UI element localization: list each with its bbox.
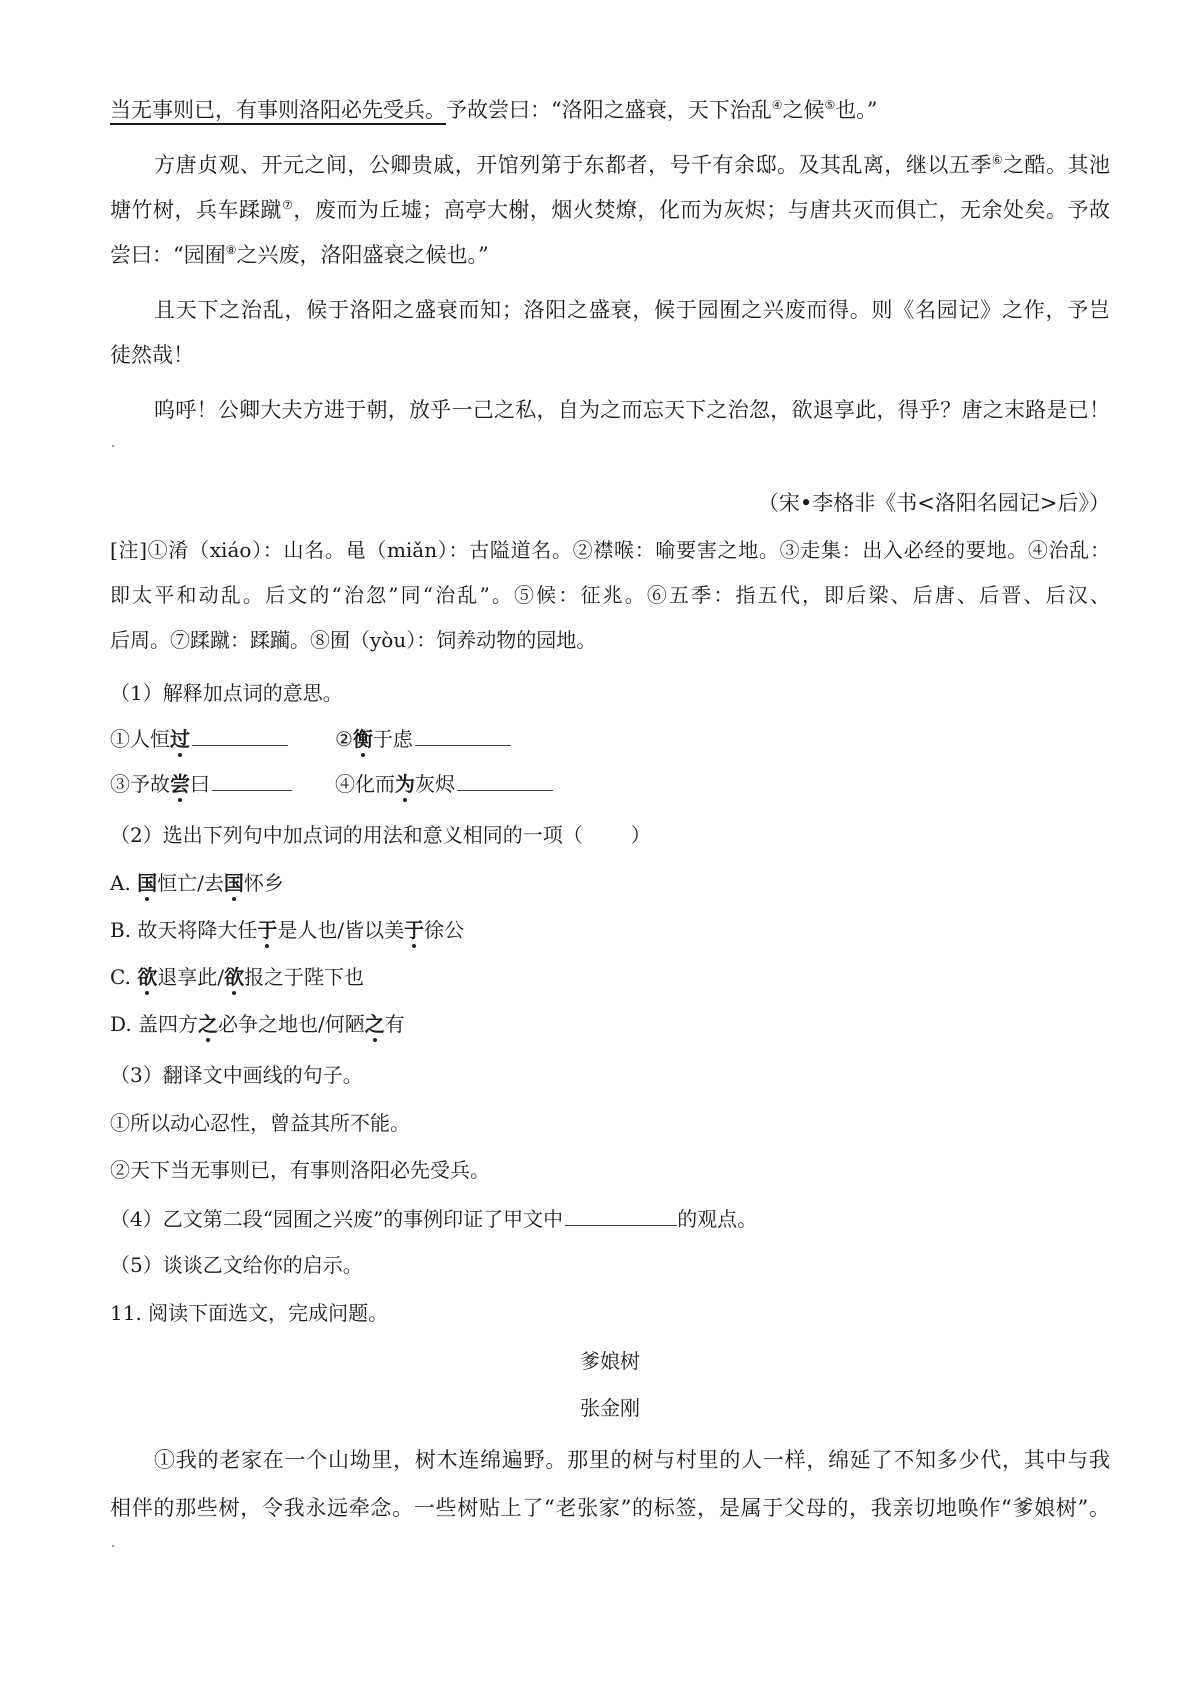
- q3-sentence-2: ②天下当无事则已，有事则洛阳必先受兵。: [110, 1158, 490, 1182]
- note-marker: ④: [771, 98, 783, 112]
- q11-title: 11. 阅读下面选文，完成问题。: [110, 1301, 389, 1325]
- scan-speck: [112, 445, 114, 447]
- q2-option-c: C. 欲退享此/欲报之于陛下也: [110, 965, 365, 989]
- q5-title: （5）谈谈乙文给你的启示。: [110, 1253, 363, 1277]
- q1-item-4: ④化而为灰烬: [335, 768, 553, 799]
- answer-blank-1[interactable]: [192, 723, 288, 746]
- passage-source: （宋•李格非《书<洛阳名园记>后》）: [757, 491, 1110, 515]
- scan-speck: [112, 1545, 114, 1547]
- article-paragraph-1-line-1: ①我的老家在一个山坳里，树木连绵遍野。那里的树与村里的人一样，绵延了不知多少代，其中与我: [154, 1448, 1110, 1472]
- notes-line-1: [注]①淆（xiáo）：山名。黾（miǎn）：古隘道名。②襟喉：喻要害之地。③走集：出入必经的要地。④治乱：: [110, 538, 1110, 562]
- notes-line-2: 即太平和动乱。后文的“治忽”同“治乱”。⑤候：征兆。⑥五季：指五代，即后梁、后唐、后晋、后汉、: [110, 583, 1110, 607]
- passage-line-0: 当无事则已，有事则洛阳必先受兵。予故尝曰：“洛阳之盛衰，天下治乱④之候⑤也。”: [110, 98, 878, 122]
- note-marker: ⑧: [225, 243, 237, 257]
- q2-option-b: B. 故天将降大任于是人也/皆以美于徐公: [110, 918, 465, 942]
- dotted-word: 过: [170, 727, 190, 751]
- answer-blank-2[interactable]: [415, 723, 511, 746]
- dotted-word: 国: [137, 871, 158, 895]
- q2-title: （2）选出下列句中加点词的用法和意义相同的一项（ ）: [110, 823, 651, 847]
- q4-text: （4）乙文第二段“园囿之兴废”的事例印证了甲文中 的观点。: [110, 1203, 1110, 1234]
- q2-option-a: A. 国恒亡/去国怀乡: [110, 871, 284, 895]
- q1-item-2: ②衡于虑: [335, 723, 511, 754]
- q2-option-d: D. 盖四方之必争之地也/何陋之有: [110, 1012, 405, 1036]
- note-marker: ⑤: [824, 98, 836, 112]
- q1-title: （1）解释加点词的意思。: [110, 681, 343, 705]
- passage-paragraph-2-line-1: 且天下之治乱，候于洛阳之盛衰而知；洛阳之盛衰，候于园囿之兴废而得。则《名园记》之作，予岂: [154, 298, 1110, 322]
- dotted-word: 欲: [137, 965, 158, 989]
- dotted-word: 之: [198, 1012, 219, 1036]
- q3-title: （3）翻译文中画线的句子。: [110, 1063, 363, 1087]
- passage-paragraph-1-line-1: 方唐贞观、开元之间，公卿贵戚，开馆列第于东都者，号千有余邸。及其乱离，继以五季⑥之酷。其池: [154, 153, 1111, 177]
- answer-blank-4[interactable]: [457, 768, 553, 791]
- note-marker: ⑦: [282, 198, 294, 212]
- notes-line-3: 后周。⑦蹂蹴：蹂躏。⑧囿（yòu）：饲养动物的园地。: [110, 628, 597, 652]
- article-author: 张金刚: [580, 1396, 640, 1420]
- dotted-word: 国: [223, 871, 244, 895]
- q1-row-2: ③予故尝曰 ④化而为灰烬: [110, 768, 1110, 799]
- passage-paragraph-2-line-2: 徒然哉！: [110, 343, 194, 367]
- passage-paragraph-1-line-3: 尝曰：“园囿⑧之兴废，洛阳盛衰之候也。”: [110, 243, 489, 267]
- dotted-word: 于: [404, 918, 425, 942]
- dotted-word: 为: [395, 772, 415, 796]
- dotted-word: 之: [364, 1012, 385, 1036]
- article-paragraph-1-line-2: 相伴的那些树，令我永远牵念。一些树贴上了“老张家”的标签，是属于父母的，我亲切地唤作“爹娘树”。: [110, 1496, 1110, 1520]
- underlined-sentence: 当无事则已，有事则洛阳必先受兵。: [110, 98, 446, 122]
- note-marker: ⑥: [991, 153, 1004, 167]
- answer-blank-q4[interactable]: [565, 1203, 677, 1226]
- q3-sentence-1: ①所以动心忍性，曾益其所不能。: [110, 1111, 410, 1135]
- answer-blank-3[interactable]: [212, 768, 292, 791]
- dotted-word: 于: [257, 918, 278, 942]
- passage-paragraph-1-line-2: 塘竹树，兵车蹂蹴⑦，废而为丘墟；高亭大榭，烟火焚燎，化而为灰烬；与唐共灭而俱亡，无余处矣。予故: [110, 198, 1110, 222]
- dotted-word: 尝: [170, 772, 190, 796]
- passage-paragraph-3: 呜呼！公卿大夫方进于朝，放乎一己之私，自为之而忘天下之治忽，欲退享此，得乎？唐之末路是已！: [154, 398, 1110, 422]
- article-title: 爹娘树: [580, 1349, 640, 1373]
- q1-row-1: ①人恒过 ②衡于虑: [110, 723, 1110, 754]
- dotted-word: 欲: [224, 965, 245, 989]
- dotted-word: 衡: [352, 727, 373, 751]
